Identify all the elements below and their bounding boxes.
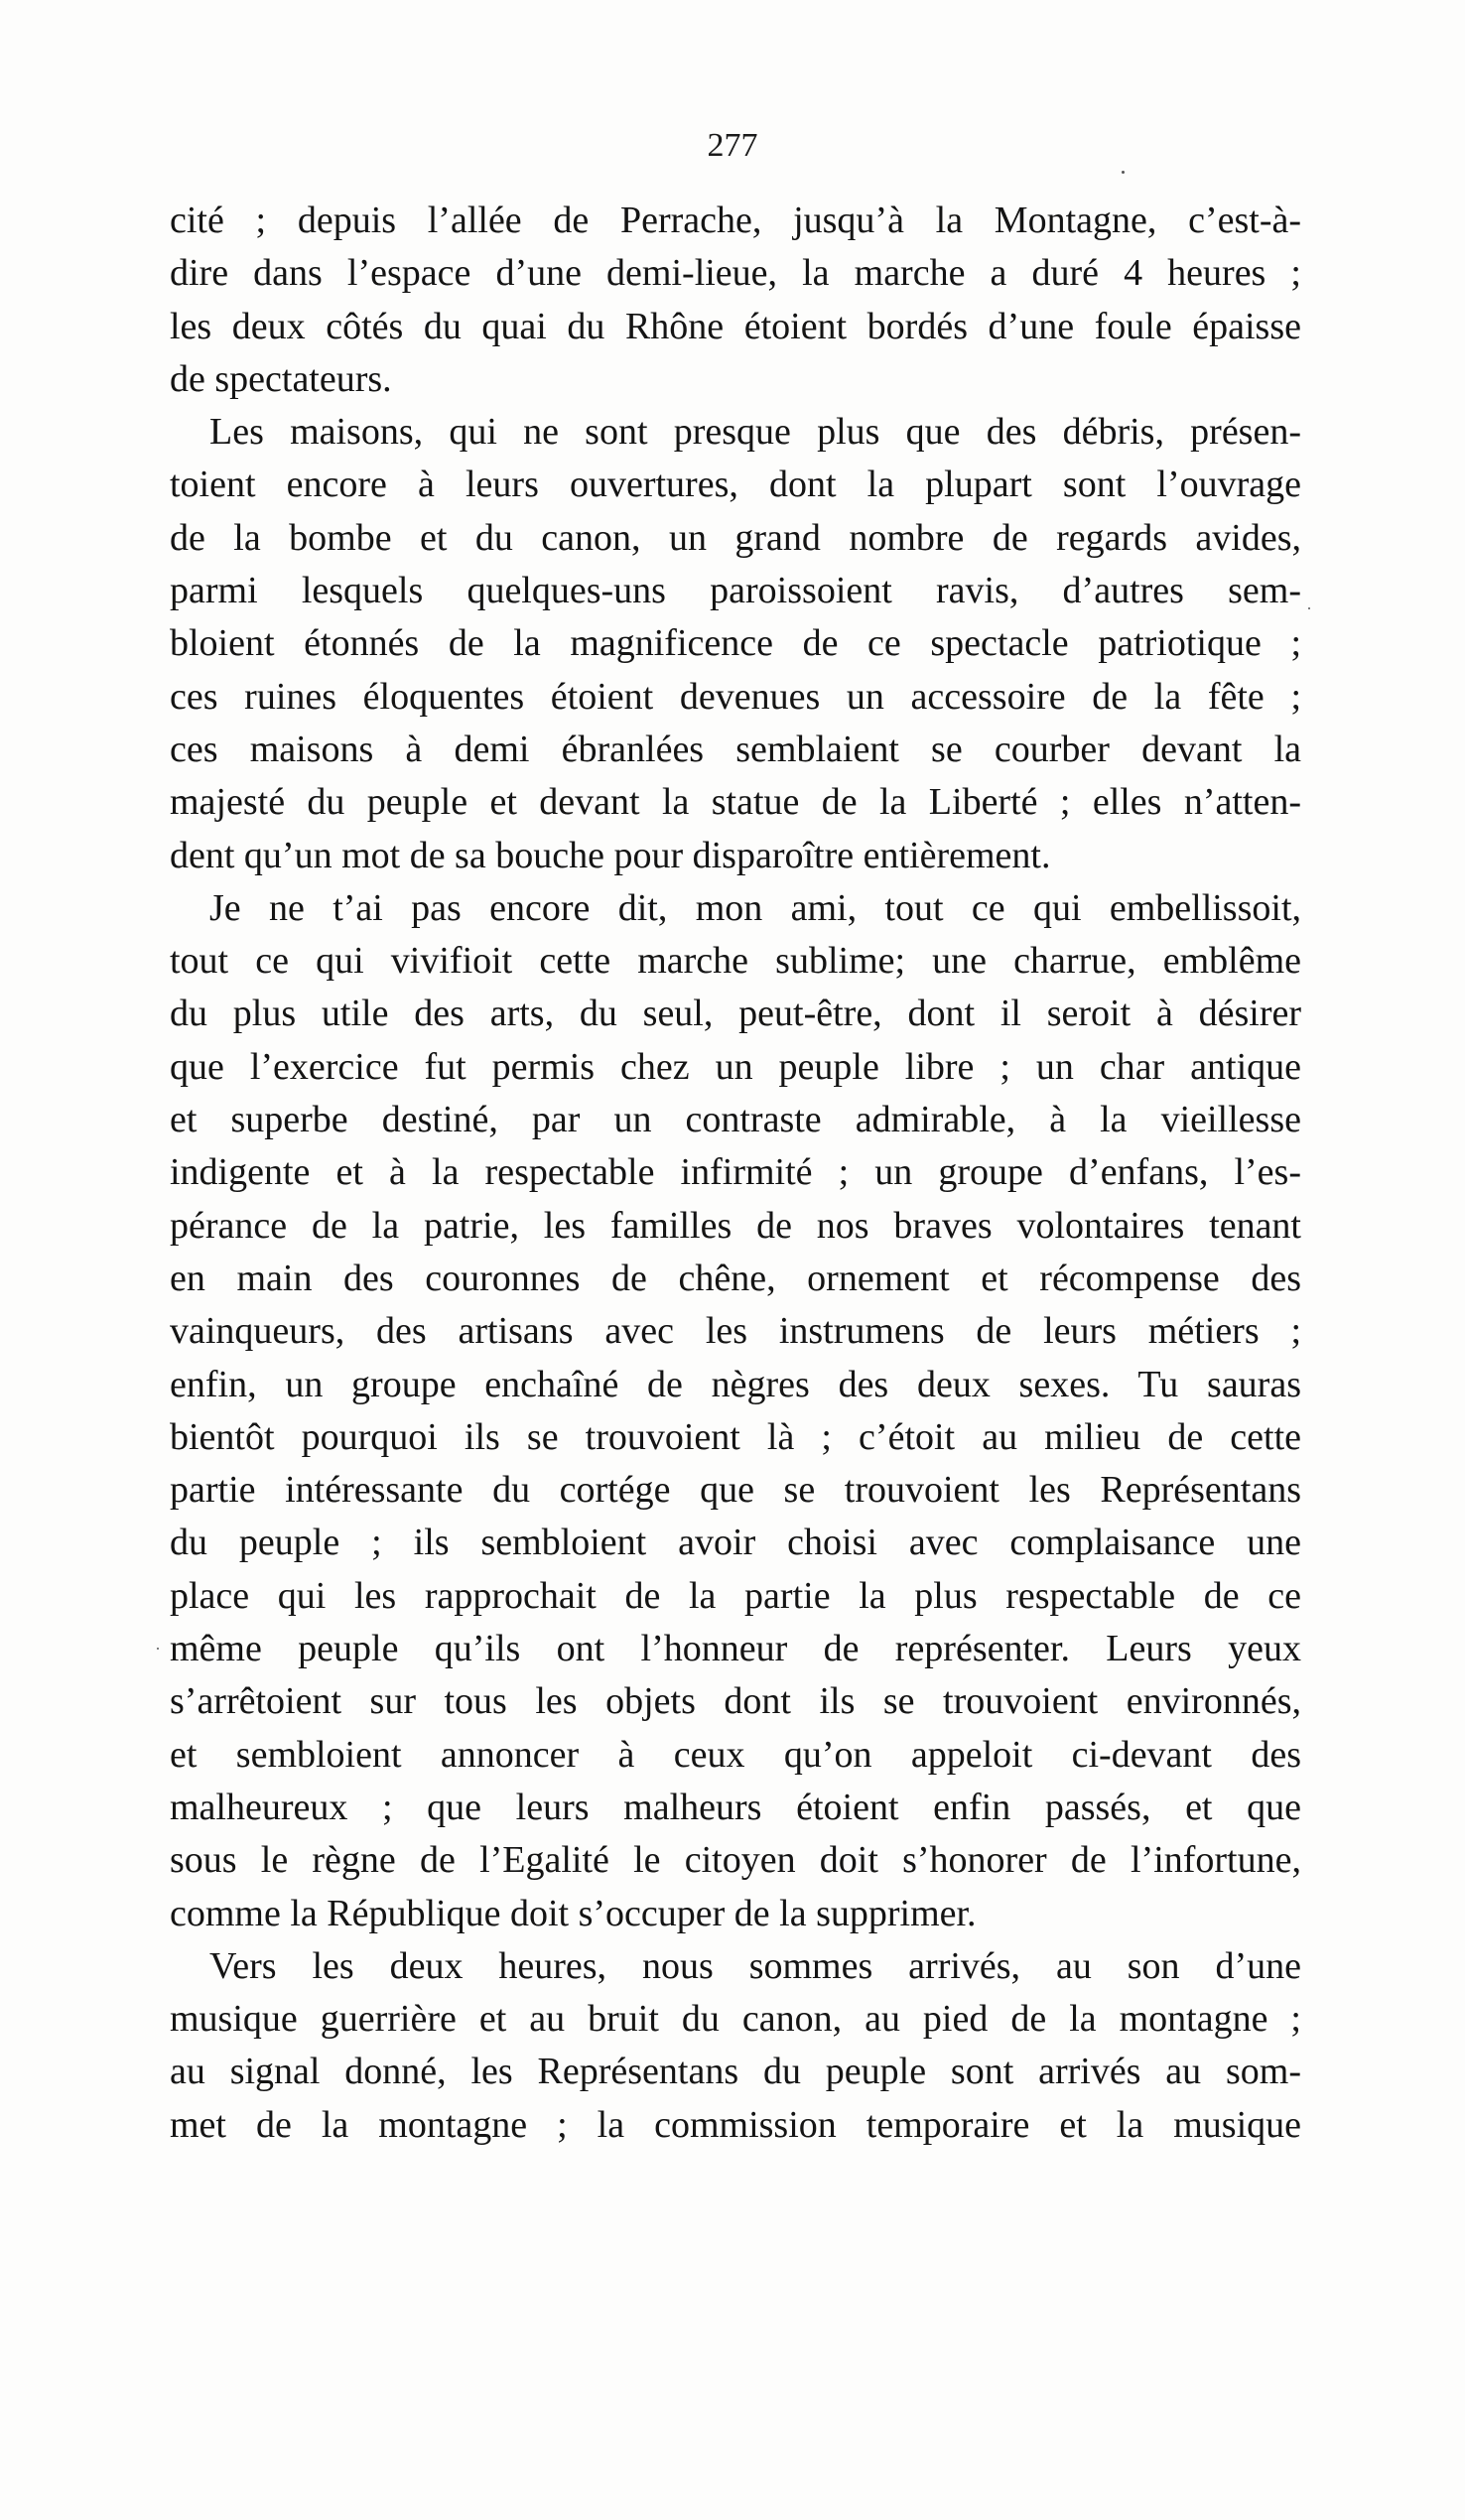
text-line: malheureux ; que leurs malheurs étoient enfin passés, et que	[170, 1786, 1301, 1828]
text-line: majesté du peuple et devant la statue de la Liberté ; elles n’atten-	[170, 781, 1301, 824]
text-line: bloient étonnés de la magnificence de ce spectacle patriotique ;	[170, 622, 1301, 665]
text-line: pérance de la patrie, les familles de nos braves volontaires tenant	[170, 1204, 1301, 1247]
text-line: met de la montagne ; la commission temporaire et la musique	[170, 2103, 1301, 2146]
text-line: cité ; depuis l’allée de Perrache, jusqu’à la Montagne, c’est-à-	[170, 199, 1301, 241]
text-line: place qui les rapprochait de la partie la plus respectable de ce	[170, 1574, 1301, 1617]
text-line: de spectateurs.	[170, 357, 392, 400]
text-line: dent qu’un mot de sa bouche pour disparoître entièrement.	[170, 834, 1051, 876]
text-line: au signal donné, les Représentans du peuple sont arrivés au som-	[170, 2051, 1301, 2093]
text-line: du plus utile des arts, du seul, peut-être, dont il seroit à désirer	[170, 993, 1301, 1035]
text-line: Les maisons, qui ne sont presque plus que des débris, présen-	[209, 411, 1301, 454]
text-line: comme la République doit s’occuper de la supprimer.	[170, 1892, 977, 1934]
text-line: ces ruines éloquentes étoient devenues un accessoire de la fête ;	[170, 675, 1301, 718]
text-line: que l’exercice fut permis chez un peuple libre ; un char antique	[170, 1045, 1301, 1088]
text-line: sous le règne de l’Egalité le citoyen doit s’honorer de l’infortune,	[170, 1839, 1301, 1882]
text-line: en main des couronnes de chêne, ornement et récompense des	[170, 1257, 1301, 1299]
text-line: musique guerrière et au bruit du canon, au pied de la montagne ;	[170, 1998, 1301, 2041]
paragraph	[170, 1940, 1301, 2152]
text-line: enfin, un groupe enchaîné de nègres des deux sexes. Tu sauras	[170, 1363, 1301, 1405]
text-line: dire dans l’espace d’une demi-lieue, la marche a duré 4 heures ;	[170, 252, 1301, 295]
text-line: toient encore à leurs ouvertures, dont la plupart sont l’ouvrage	[170, 464, 1301, 506]
paragraph	[170, 406, 1301, 882]
paragraph	[170, 882, 1301, 1940]
text-line: vainqueurs, des artisans avec les instrumens de leurs métiers ;	[170, 1310, 1301, 1353]
text-line: les deux côtés du quai du Rhône étoient bordés d’une foule épaisse	[170, 305, 1301, 347]
page-number: 277	[707, 127, 758, 164]
text-line: tout ce qui vivifioit cette marche sublime; une charrue, emblême	[170, 940, 1301, 983]
text-line: et sembloient annoncer à ceux qu’on appeloit ci-devant des	[170, 1733, 1301, 1776]
text-line: ces maisons à demi ébranlées semblaient se courber devant la	[170, 728, 1301, 770]
paragraph	[170, 195, 1301, 406]
text-line: s’arrêtoient sur tous les objets dont ils se trouvoient environnés,	[170, 1680, 1301, 1723]
paper-speck	[157, 1648, 159, 1650]
text-line: et superbe destiné, par un contraste admirable, à la vieillesse	[170, 1099, 1301, 1141]
text-line: indigente et à la respectable infirmité ; un groupe d’enfans, l’es-	[170, 1151, 1301, 1194]
body-text	[170, 195, 1301, 2152]
text-line: du peuple ; ils sembloient avoir choisi avec complaisance une	[170, 1522, 1301, 1564]
text-line: Vers les deux heures, nous sommes arrivés, au son d’une	[209, 1944, 1301, 1987]
text-line: bientôt pourquoi ils se trouvoient là ; c’étoit au milieu de cette	[170, 1415, 1301, 1458]
text-line: même peuple qu’ils ont l’honneur de représenter. Leurs yeux	[170, 1628, 1301, 1670]
text-line: parmi lesquels quelques-uns paroissoient ravis, d’autres sem-	[170, 570, 1301, 612]
text-line: de la bombe et du canon, un grand nombre de regards avides,	[170, 516, 1301, 559]
text-line: Je ne t’ai pas encore dit, mon ami, tout ce qui embellissoit,	[209, 886, 1301, 929]
text-line: partie intéressante du cortége que se trouvoient les Représentans	[170, 1469, 1301, 1512]
paper-speck	[1122, 171, 1125, 174]
paper-speck	[1308, 607, 1310, 609]
